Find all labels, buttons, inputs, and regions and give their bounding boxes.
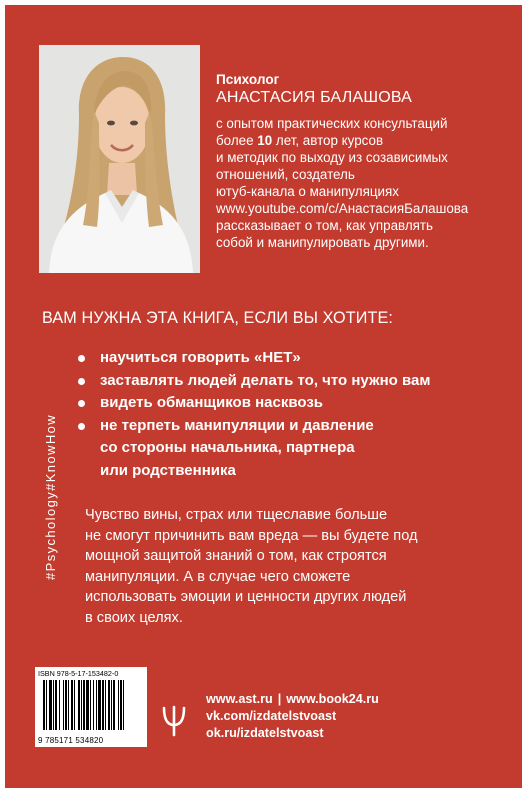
description-text: ютуб-канала о манипуляциях — [216, 184, 399, 199]
blurb-line: Чувство вины, страх или тщеславие больше — [85, 507, 388, 523]
isbn-label: ISBN 978-5-17-153482-0 — [38, 669, 119, 678]
author-description-line — [216, 217, 516, 234]
author-info — [216, 71, 516, 251]
link-ast[interactable]: www.ast.ru — [206, 692, 273, 706]
author-name: АНАСТАСИЯ БАЛАШОВА — [216, 89, 413, 106]
link-vk[interactable]: vk.com/izdatelstvoast — [206, 709, 337, 723]
benefit-item — [78, 347, 430, 370]
web-links-row — [206, 691, 379, 708]
benefit-item — [78, 392, 430, 415]
benefit-item-text: или родственника — [100, 461, 236, 479]
benefit-item — [78, 415, 430, 483]
author-portrait-illustration — [39, 45, 200, 273]
psi-icon — [162, 705, 186, 737]
benefit-item-text: не терпеть манипуляции и давление — [100, 416, 374, 434]
description-text: собой и манипулировать другими. — [216, 235, 429, 250]
description-text: более — [216, 133, 258, 148]
description-text: www.youtube.com/c/АнастасияБалашова — [216, 201, 469, 216]
blurb-line: не смогут причинить вам вреда — вы будете под — [85, 527, 418, 544]
description-text: рассказывает о том, как управлять — [216, 218, 434, 233]
benefit-item — [78, 370, 430, 393]
author-description-line — [216, 149, 516, 166]
author-description — [216, 115, 516, 251]
author-description-line — [216, 234, 516, 251]
author-role: Психолог — [216, 72, 280, 87]
author-description-line — [216, 166, 516, 183]
benefit-item-text: видеть обманщиков насквозь — [100, 394, 324, 411]
benefit-item-text: заставлять людей делать то, что нужно вам — [100, 371, 431, 389]
barcode-icon — [41, 680, 141, 730]
blurb-line: манипуляции. А в случае чего сможете — [85, 568, 351, 585]
section-heading: ВАМ НУЖНА ЭТА КНИГА, ЕСЛИ ВЫ ХОТИТЕ: — [42, 309, 393, 327]
benefit-list — [78, 347, 430, 482]
hashtag-vertical: #Psychology#KnowHow — [43, 413, 58, 580]
description-text: с опытом практических консультаций — [216, 116, 448, 131]
blurb-line: мощной защитой знаний о том, как строятся — [85, 548, 387, 564]
author-description-line — [216, 183, 516, 200]
link-book24[interactable]: www.book24.ru — [286, 692, 379, 706]
barcode-number: 9 785171 534820 — [38, 736, 104, 745]
blurb-line: использовать эмоции и ценности других людей — [85, 589, 407, 605]
blurb-line: в своих целях. — [85, 609, 183, 626]
description-text: отношений, создатель — [216, 167, 355, 182]
publisher-links — [206, 691, 379, 742]
blurb-paragraph — [85, 505, 418, 628]
author-description-line — [216, 200, 516, 217]
link-separator: | — [277, 692, 282, 706]
back-cover — [5, 5, 522, 788]
barcode-block — [35, 667, 147, 747]
link-ok[interactable]: ok.ru/izdatelstvoast — [206, 726, 324, 740]
benefit-item-text: со стороны начальника, партнера — [100, 439, 355, 456]
description-emphasis: 10 — [257, 133, 273, 148]
benefit-item-text: научиться говорить «НЕТ» — [100, 349, 301, 366]
description-text: и методик по выходу из созависимых — [216, 150, 448, 165]
author-photo — [39, 45, 200, 273]
author-description-line — [216, 115, 516, 132]
description-text: лет, автор курсов — [272, 133, 384, 148]
author-description-line — [216, 132, 516, 149]
